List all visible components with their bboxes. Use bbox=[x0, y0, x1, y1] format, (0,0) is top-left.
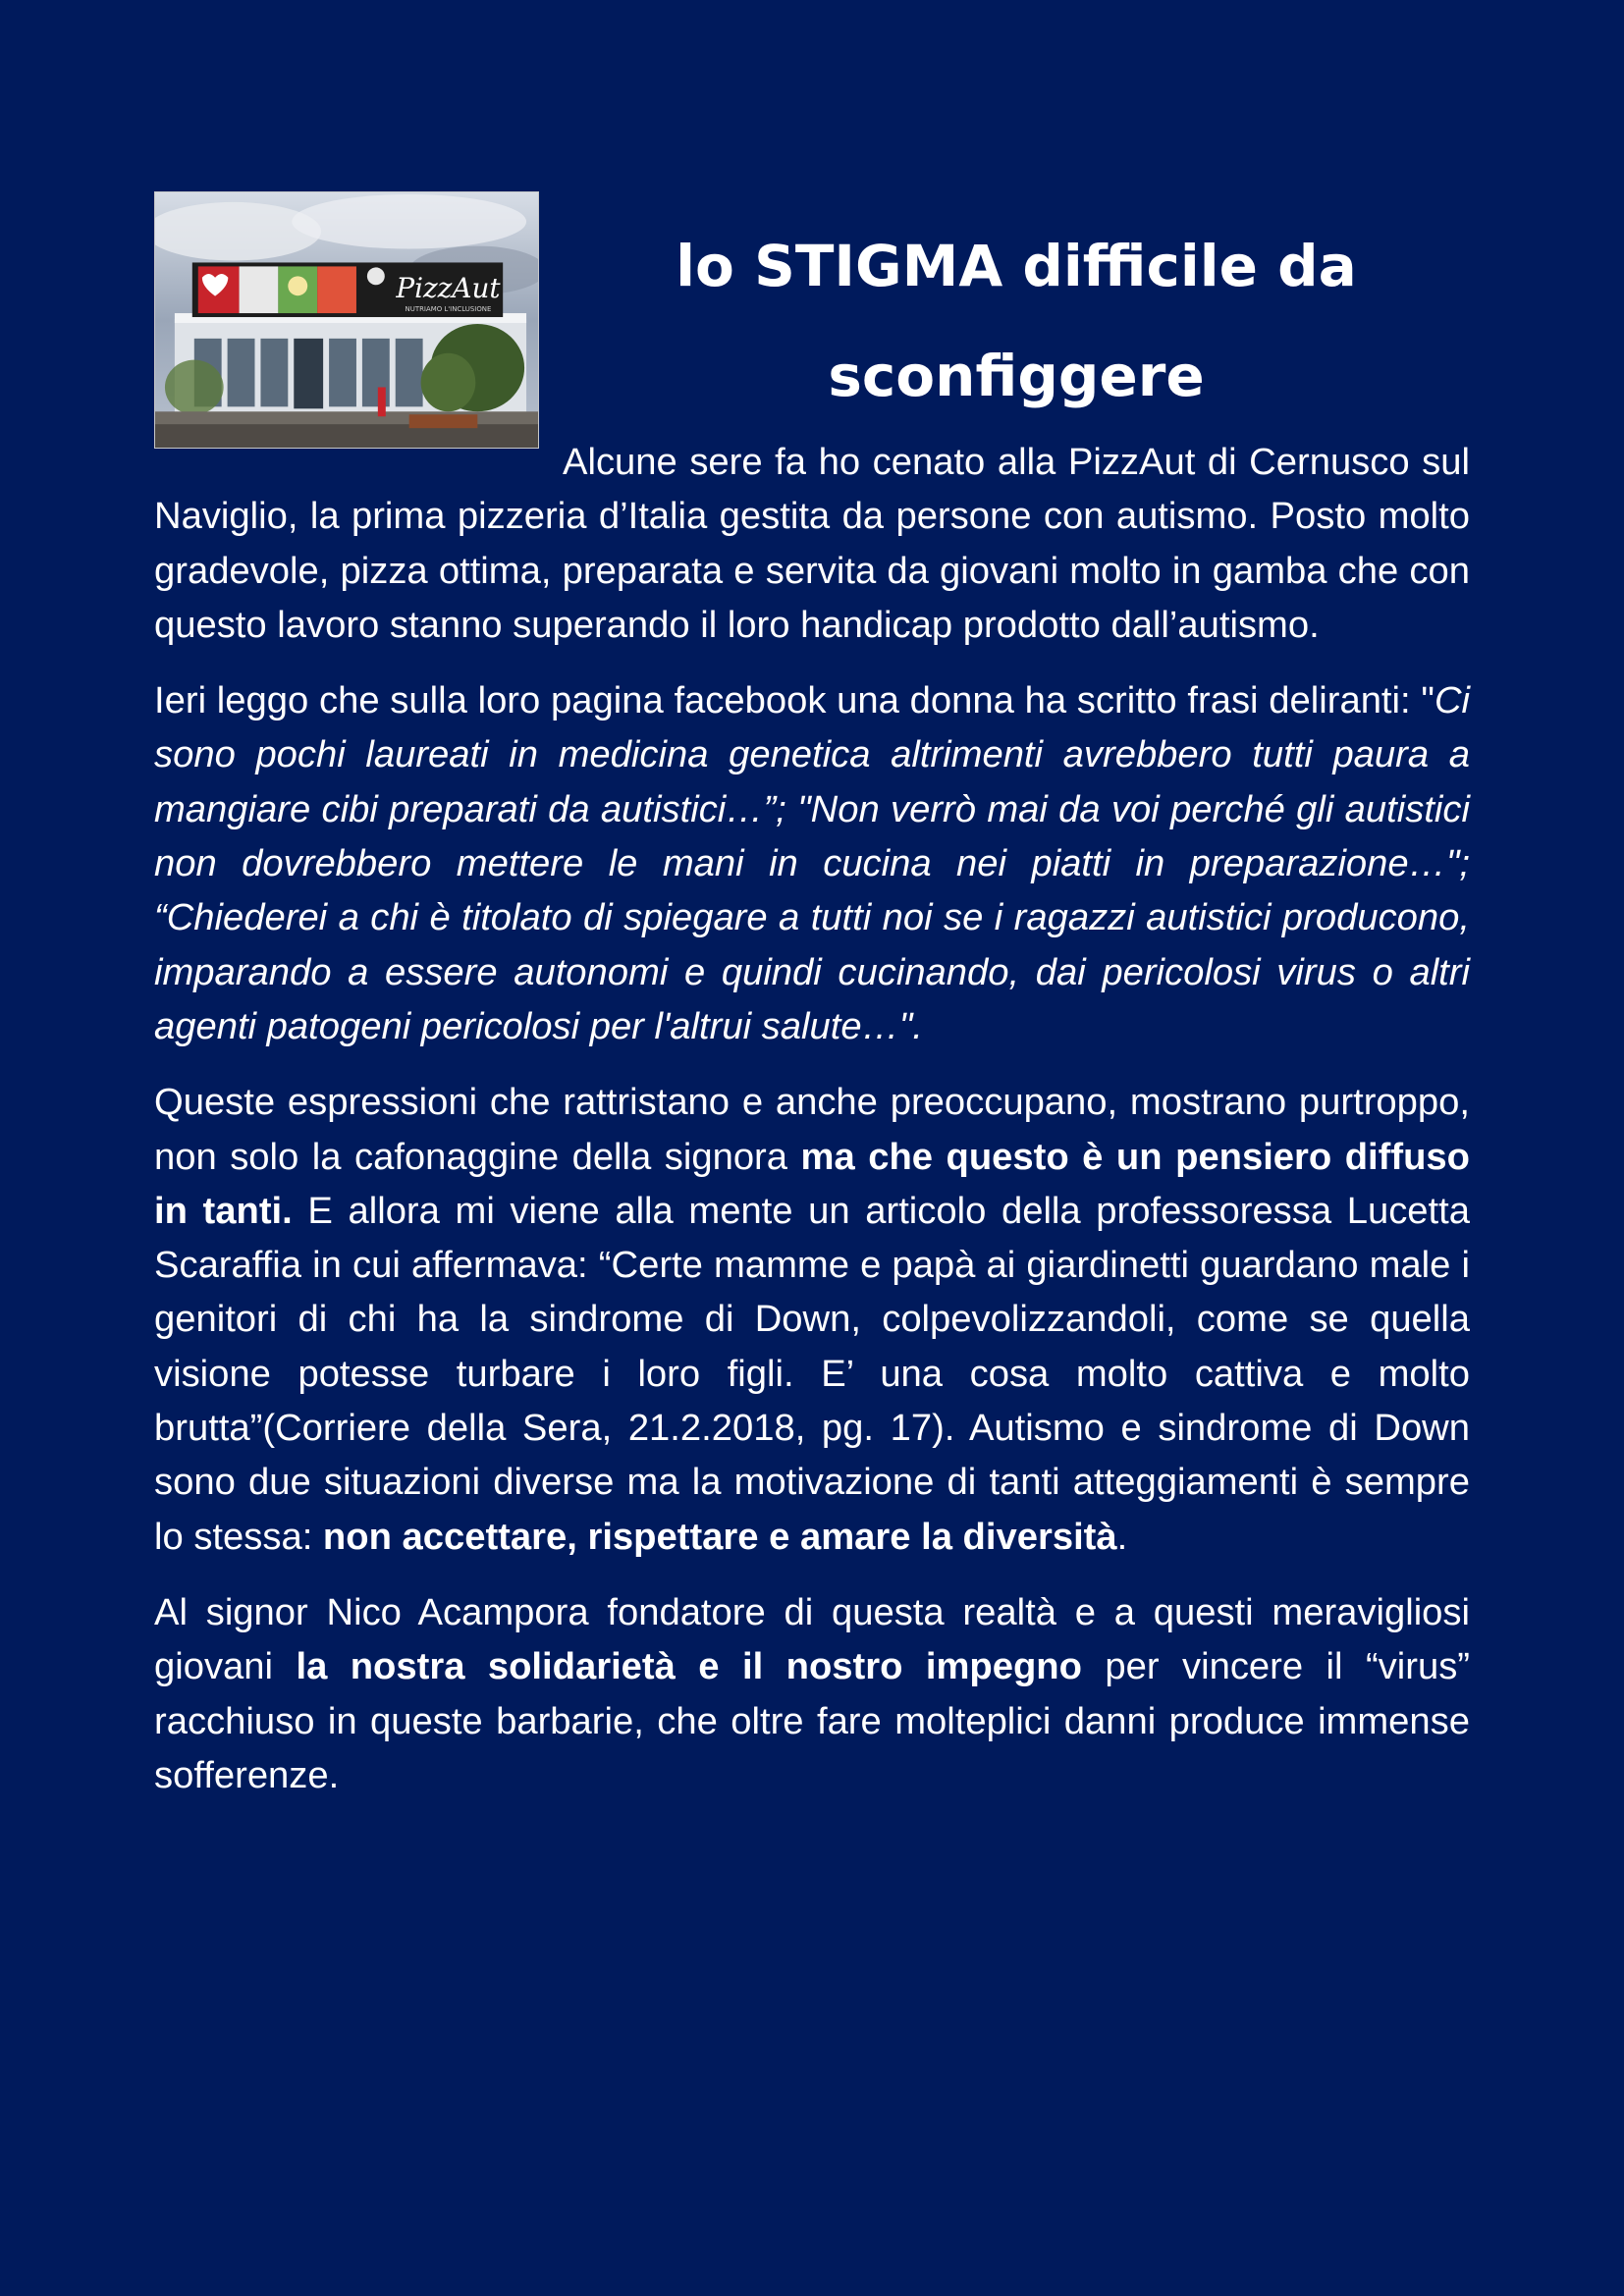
pizzaut-storefront-photo bbox=[154, 191, 539, 449]
paragraph-3-bold-2: non accettare, rispettare e amare la diversità bbox=[322, 1515, 1117, 1558]
paragraph-2-intro: Ieri leggo che sulla loro pagina facebook una donna ha scritto frasi deliranti: " bbox=[154, 679, 1435, 722]
storefront-image bbox=[155, 192, 538, 448]
paragraph-1: Alcune sere fa ho cenato alla PizzAut di Cernusco sul Naviglio, la prima pizzeria d’Italia gestita da persone con autismo. Posto molto gradevole, pizza ottima, preparata e servita da giovani molto in gamba che con questo lavoro stanno superando il loro handicap prodotto dall’autismo. bbox=[154, 441, 1470, 646]
paragraph-4-bold: la nostra solidarietà e il nostro impegno bbox=[296, 1645, 1082, 1688]
article bbox=[154, 191, 1470, 1824]
sign-text: PizzAut bbox=[396, 272, 501, 305]
title-line-1: lo STIGMA difficile da bbox=[676, 233, 1357, 299]
paragraph-3-bold-1: ma che questo è un pensiero diffuso in tanti. bbox=[154, 1135, 1470, 1232]
sign-subtext: NUTRIAMO L'INCLUSIONE bbox=[405, 305, 492, 314]
paragraph-2 bbox=[154, 673, 1470, 1053]
paragraph-3-part-c: . bbox=[1116, 1515, 1128, 1558]
title-line-2: sconfiggere bbox=[828, 343, 1205, 409]
paragraph-4 bbox=[154, 1585, 1470, 1802]
paragraph-4-part-a: Al signor Nico Acampora fondatore di questa realtà e a questi meravigliosi giovani bbox=[154, 1590, 1470, 1688]
paragraph-3-part-a: Queste espressioni che rattristano e anche preoccupano, mostrano purtroppo, non solo la cafonaggine della signora bbox=[154, 1081, 1470, 1178]
paragraph-2-quote: Ci sono pochi laureati in medicina genetica altrimenti avrebbero tutti paura a mangiare cibi preparati da autistici…”; "Non verrò mai da voi perché gli autistici non dovrebbero mettere le mani in cucina nei piatti in preparazione…"; “Chiederei a chi è titolato di spiegare a tutti noi se i ragazzi autistici producono, imparando a essere autonomi e quindi cucinando, dai pericolosi virus o altri agenti patogeni pericolosi per l'altrui salute…". bbox=[154, 679, 1470, 1047]
paragraph-4-part-b: per vincere il “virus” racchiuso in queste barbarie, che oltre fare molteplici danni produce immense sofferenze. bbox=[154, 1645, 1471, 1796]
paragraph-3 bbox=[154, 1075, 1470, 1564]
paragraph-3-part-b: E allora mi viene alla mente un articolo della professoressa Lucetta Scaraffia in cui affermava: “Certe mamme e papà ai giardinetti guardano male i genitori di chi ha la sindrome di Down, colpevolizzandoli, come se quella visione potesse turbare i loro figli. E’ una cosa molto cattiva e molto brutta”(Corriere della Sera, 21.2.2018, pg. 17). Autismo e sindrome di Down sono due situazioni diverse ma la motivazione di tanti atteggiamenti è sempre lo stessa: bbox=[154, 1189, 1470, 1558]
